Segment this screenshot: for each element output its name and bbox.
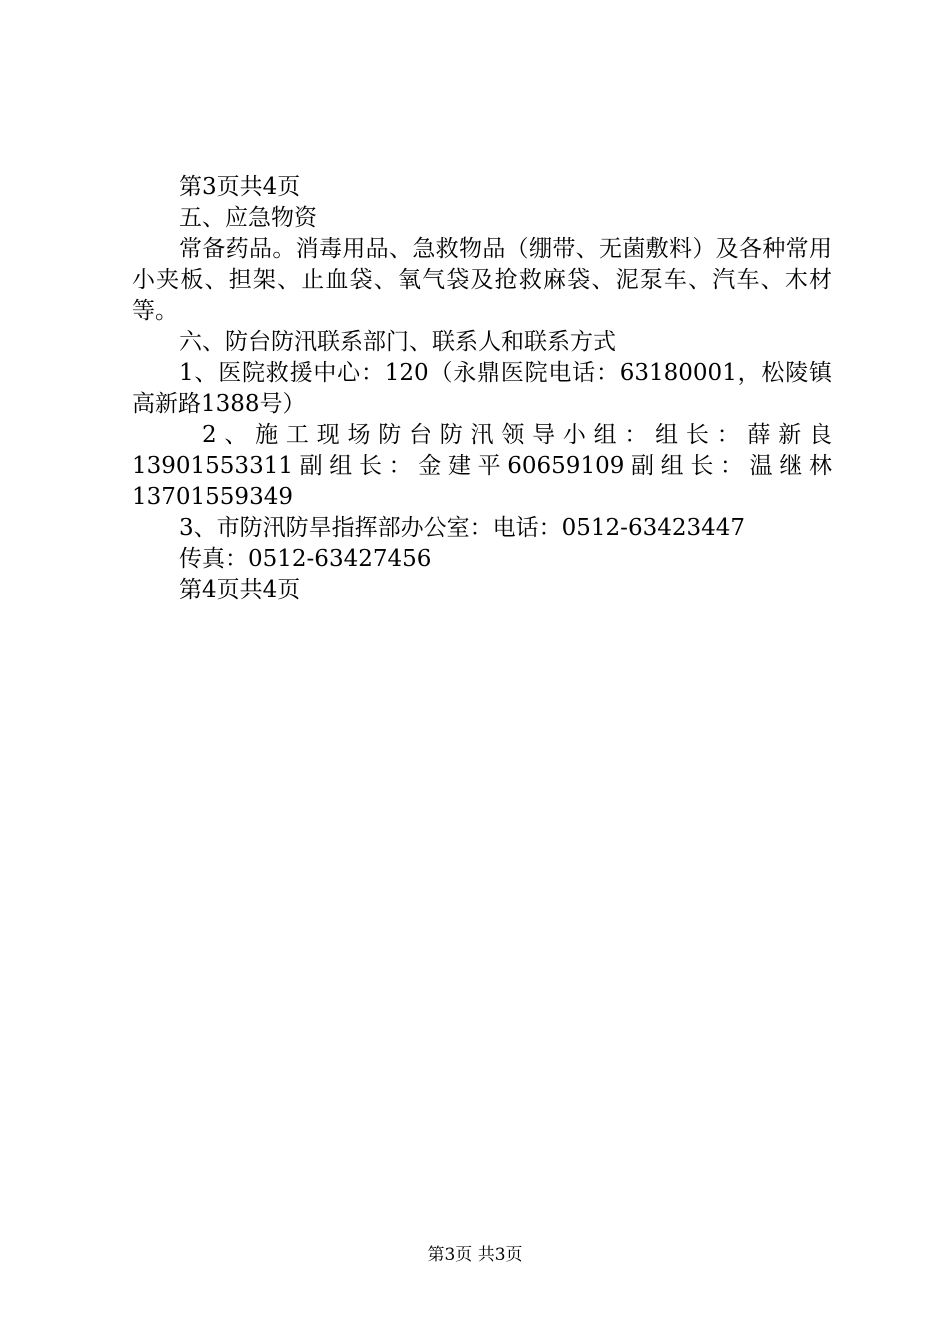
section-6-heading: 六、防台防汛联系部门、联系人和联系方式: [179, 329, 616, 355]
fax-line: 传真：0512-63427456: [179, 546, 432, 572]
page-footer: 第3页 共3页: [427, 1245, 523, 1265]
page-marker-1: 第3页共4页: [179, 174, 301, 200]
page-marker-2: 第4页共4页: [179, 577, 301, 603]
document-body: [132, 172, 832, 606]
section-5-body: 常备药品。消毒用品、急救物品（绷带、无菌敷料）及各种常用小夹板、担架、止血袋、氧气袋及抢救麻袋、泥泵车、汽车、木材等。: [132, 236, 832, 324]
contact-item-2: 2、施工现场防台防汛领导小组：组长：薛新良13901553311副组长：金建平60659109副组长：温继林13701559349: [132, 422, 832, 510]
contact-item-3: 3、市防汛防旱指挥部办公室：电话：0512-63423447: [179, 515, 746, 541]
section-5-heading: 五、应急物资: [179, 205, 317, 231]
contact-item-1: 1、医院救援中心：120（永鼎医院电话：63180001，松陵镇高新路1388号）: [132, 360, 832, 417]
